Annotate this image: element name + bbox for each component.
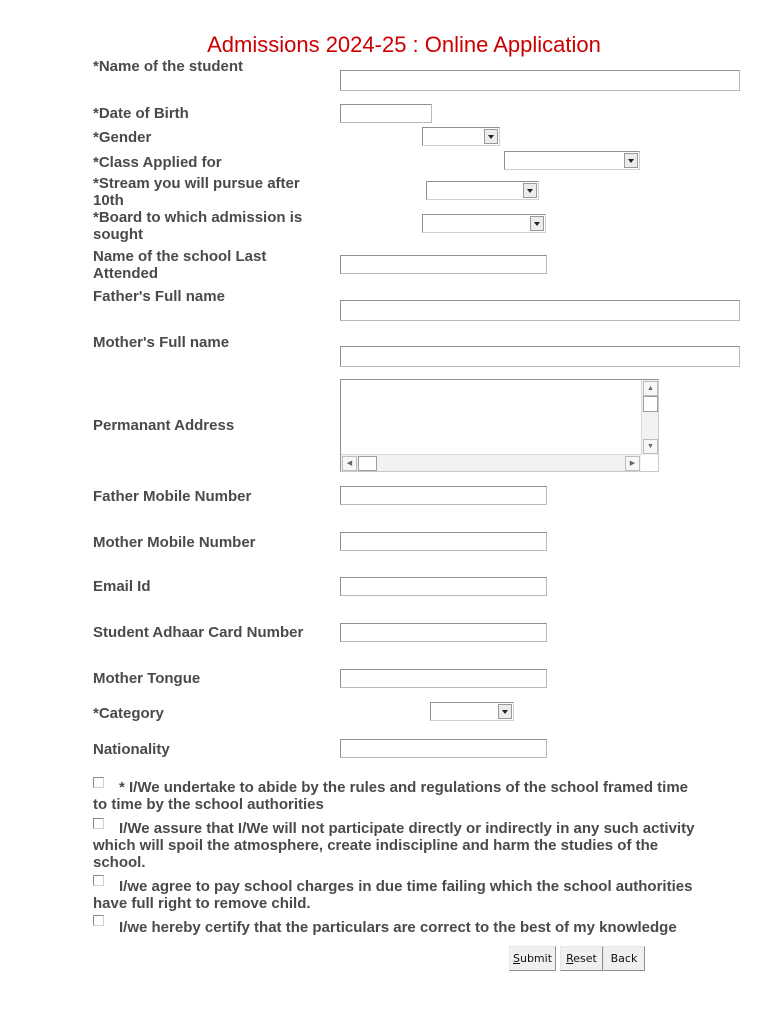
mother-mobile-label: Mother Mobile Number: [93, 534, 256, 551]
declaration-3-text: I/we agree to pay school charges in due time failing which the school authorities have full right to remove child.: [93, 878, 693, 912]
vertical-scroll-thumb[interactable]: [643, 396, 658, 412]
class-applied-select[interactable]: [504, 151, 640, 170]
dob-label: *Date of Birth: [93, 105, 189, 122]
page-title: Admissions 2024-25 : Online Application: [207, 32, 601, 57]
email-label: Email Id: [93, 578, 151, 595]
submit-button[interactable]: [509, 946, 556, 971]
submit-accesskey: S: [512, 952, 520, 965]
board-label: *Board to which admission is sought: [93, 209, 303, 243]
reset-button[interactable]: [560, 946, 603, 971]
chevron-down-icon[interactable]: [523, 183, 537, 198]
father-mobile-label: Father Mobile Number: [93, 488, 252, 505]
declaration-4-text: I/we hereby certify that the particulars are correct to the best of my knowledge: [119, 919, 677, 936]
chevron-down-icon[interactable]: [484, 129, 498, 144]
scroll-left-icon[interactable]: ◀: [342, 456, 357, 471]
aadhaar-label: Student Adhaar Card Number: [93, 624, 304, 641]
nationality-label: Nationality: [93, 741, 170, 758]
back-button[interactable]: Back: [603, 946, 645, 971]
stream-label: *Stream you will pursue after 10th: [93, 175, 300, 209]
submit-label: ubmit: [519, 952, 553, 965]
student-name-label: *Name of the student: [93, 58, 244, 75]
chevron-down-icon[interactable]: [530, 216, 544, 231]
scroll-down-icon[interactable]: ▼: [643, 439, 658, 454]
mother-name-label: Mother's Full name: [93, 334, 230, 351]
father-name-input[interactable]: [340, 300, 740, 321]
father-name-label: Father's Full name: [93, 288, 225, 305]
category-select[interactable]: [430, 702, 514, 721]
address-textarea[interactable]: [340, 379, 659, 472]
father-mobile-input[interactable]: [340, 486, 547, 505]
stream-select[interactable]: [426, 181, 539, 200]
last-school-label: Name of the school Last Attended: [93, 248, 267, 282]
nationality-input[interactable]: [340, 739, 547, 758]
student-name-input[interactable]: [340, 70, 740, 91]
scroll-right-icon[interactable]: ▶: [625, 456, 640, 471]
vertical-scrollbar[interactable]: [641, 380, 658, 455]
email-input[interactable]: [340, 577, 547, 596]
mother-name-input[interactable]: [340, 346, 740, 367]
reset-label: eset: [573, 952, 597, 965]
category-label: *Category: [93, 705, 164, 722]
declaration-1-text: * I/We undertake to abide by the rules and regulations of the school framed time to time by the school authorities: [93, 779, 688, 813]
mother-tongue-label: Mother Tongue: [93, 670, 201, 687]
chevron-down-icon[interactable]: [498, 704, 512, 719]
class-applied-label: *Class Applied for: [93, 154, 222, 171]
scroll-up-icon[interactable]: ▲: [643, 381, 658, 396]
last-school-input[interactable]: [340, 255, 547, 274]
dob-input[interactable]: [340, 104, 432, 123]
gender-select[interactable]: [422, 127, 500, 146]
address-label: Permanant Address: [93, 417, 235, 434]
gender-label: *Gender: [93, 129, 152, 146]
declaration-2-text: I/We assure that I/We will not participate directly or indirectly in any such activity which will spoil the atmosphere, create indiscipline and harm the studies of the school.: [93, 820, 695, 871]
horizontal-scroll-thumb[interactable]: [358, 456, 377, 471]
board-select[interactable]: [422, 214, 546, 233]
horizontal-scrollbar[interactable]: [341, 454, 641, 471]
aadhaar-input[interactable]: [340, 623, 547, 642]
reset-accesskey: R: [566, 952, 574, 965]
mother-tongue-input[interactable]: [340, 669, 547, 688]
mother-mobile-input[interactable]: [340, 532, 547, 551]
chevron-down-icon[interactable]: [624, 153, 638, 168]
